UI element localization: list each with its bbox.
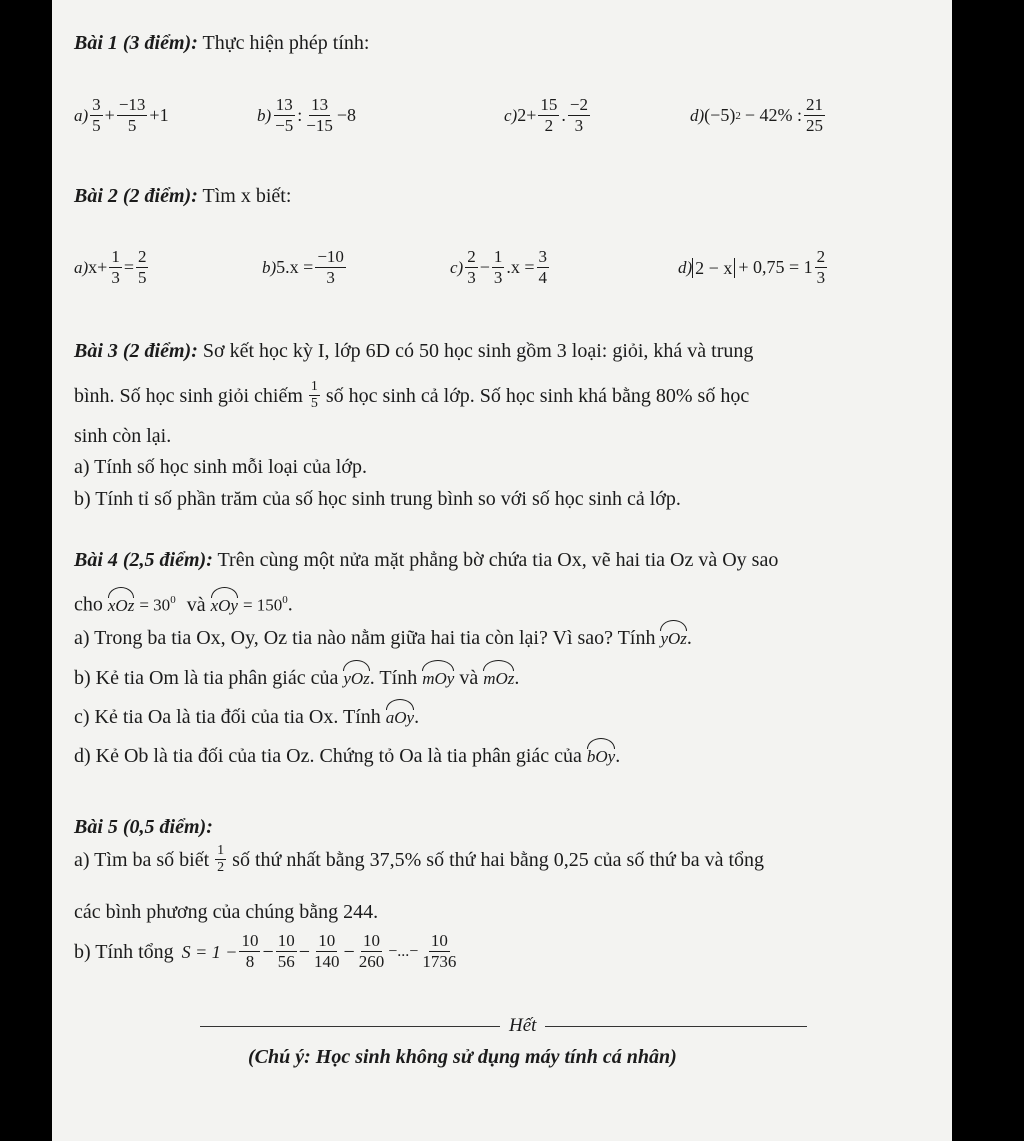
fraction: $\frac{2}{3}$ — [816, 247, 826, 287]
fraction: $\frac{13}{-15}$ — [306, 95, 333, 135]
fraction: $\frac{1}{2}$ — [217, 843, 225, 875]
angle-yOz: yOz — [660, 624, 686, 651]
b4-part-b: b) Kẻ tia Om là tia phân giác của yOz. Tính mOy và mOz. — [74, 664, 519, 691]
b5-part-b: b) Tính tổng S = 1 − $\frac{10}{8}$ − $\frac{10}{56}$ − $\frac{10}{140}$ − $\frac{10}{260}$ −...− $\frac{10}{1736}$ — [74, 931, 457, 971]
exam-paper — [52, 0, 952, 1141]
angle-mOy: mOy — [422, 664, 454, 691]
angle-bOy: bOy — [587, 742, 615, 769]
fraction: $\frac{2}{3}$ — [467, 247, 476, 287]
b5-heading: Bài 5 (0,5 điểm): — [74, 816, 213, 838]
fraction: $\frac{1}{3}$ — [111, 247, 120, 287]
b2-b: b) 5.x = $\frac{-10}{3}$ — [262, 247, 344, 287]
fraction: $\frac{21}{25}$ — [805, 95, 823, 135]
fraction: $\frac{10}{56}$ — [277, 931, 295, 971]
b5-part-a-line1: a) Tìm ba số biết $\frac{1}{2}$ số thứ nhất bằng 37,5% số thứ hai bằng 0,25 của số thứ ba và tổng — [74, 843, 765, 875]
fraction: $\frac{10}{8}$ — [241, 931, 259, 971]
fraction: $\frac{1}{5}$ — [310, 379, 318, 411]
b1-d: d) (−5) 2 − 42% : $\frac{21}{25}$ — [690, 95, 823, 135]
fraction: $\frac{15}{2}$ — [540, 95, 558, 135]
fraction: $\frac{10}{140}$ — [314, 931, 340, 971]
b3-line1: Bài 3 (2 điểm): Sơ kết học kỳ I, lớp 6D có 50 học sinh gồm 3 loại: giỏi, khá và trung — [74, 340, 754, 362]
fraction: $\frac{3}{4}$ — [538, 247, 548, 287]
b5-part-a-line2: các bình phương của chúng bằng 244. — [74, 901, 379, 923]
b3-part-a: a) Tính số học sinh mỗi loại của lớp. — [74, 456, 367, 478]
angle-aOy: aOy — [386, 703, 414, 730]
b1-heading: Bài 1 (3 điểm): Thực hiện phép tính: — [74, 32, 370, 54]
b1-c: c) 2+ $\frac{15}{2}$ . $\frac{-2}{3}$ — [504, 95, 588, 135]
end-marker: Hết — [200, 1013, 807, 1038]
fraction: $\frac{-13}{5}$ — [118, 95, 146, 135]
b2-d: d) 2 − x + 0,75 = 1 $\frac{2}{3}$ — [678, 247, 826, 287]
angle-xOz: xOz — [108, 591, 134, 618]
fraction: $\frac{-10}{3}$ — [317, 247, 344, 287]
divider — [545, 1026, 807, 1027]
fraction: $\frac{10}{260}$ — [358, 931, 385, 971]
b3-part-b: b) Tính tỉ số phần trăm của số học sinh trung bình so với số học sinh cả lớp. — [74, 488, 681, 510]
b3-line3: sinh còn lại. — [74, 425, 172, 447]
b4-part-c: c) Kẻ tia Oa là tia đối của tia Ox. Tính aOy. — [74, 703, 419, 730]
angle-xOy: xOy — [211, 591, 238, 618]
fraction: $\frac{-2}{3}$ — [569, 95, 588, 135]
fraction: $\frac{2}{5}$ — [137, 247, 147, 287]
footer-note: (Chú ý: Học sinh không sử dụng máy tính cá nhân) — [248, 1046, 677, 1068]
b2-heading: Bài 2 (2 điểm): Tìm x biết: — [74, 185, 292, 207]
b4-line2: cho xOz = $30^0$ và xOy = $150^0$. — [74, 588, 293, 618]
b2-c: c) $\frac{2}{3}$ − $\frac{1}{3}$ .x = $\frac{3}{4}$ — [450, 247, 548, 287]
absolute-value: 2 − x — [692, 258, 735, 278]
b1-a: a) $\frac{3}{5}$ + $\frac{-13}{5}$ +1 — [74, 95, 169, 135]
angle-yOz: yOz — [343, 664, 369, 691]
divider — [200, 1026, 500, 1027]
b3-line2: bình. Số học sinh giỏi chiếm $\frac{1}{5}$ số học sinh cả lớp. Số học sinh khá bằng 80% số học — [74, 379, 750, 411]
b4-part-d: d) Kẻ Ob là tia đối của tia Oz. Chứng tỏ Oa là tia phân giác của bOy. — [74, 742, 620, 769]
fraction: $\frac{13}{-5}$ — [275, 95, 294, 135]
b4-part-a: a) Trong ba tia Ox, Oy, Oz tia nào nằm giữa hai tia còn lại? Vì sao? Tính yOz. — [74, 624, 692, 651]
fraction: $\frac{3}{5}$ — [92, 95, 101, 135]
b4-line1: Bài 4 (2,5 điểm): Trên cùng một nửa mặt phẳng bờ chứa tia Ox, vẽ hai tia Oz và Oy sao — [74, 549, 779, 571]
fraction: $\frac{10}{1736}$ — [422, 931, 457, 971]
b2-a: a) x+ $\frac{1}{3}$ = $\frac{2}{5}$ — [74, 247, 147, 287]
angle-mOz: mOz — [483, 664, 514, 691]
fraction: $\frac{1}{3}$ — [493, 247, 503, 287]
b1-b: b) $\frac{13}{-5}$ : $\frac{13}{-15}$ −8 — [257, 95, 357, 135]
